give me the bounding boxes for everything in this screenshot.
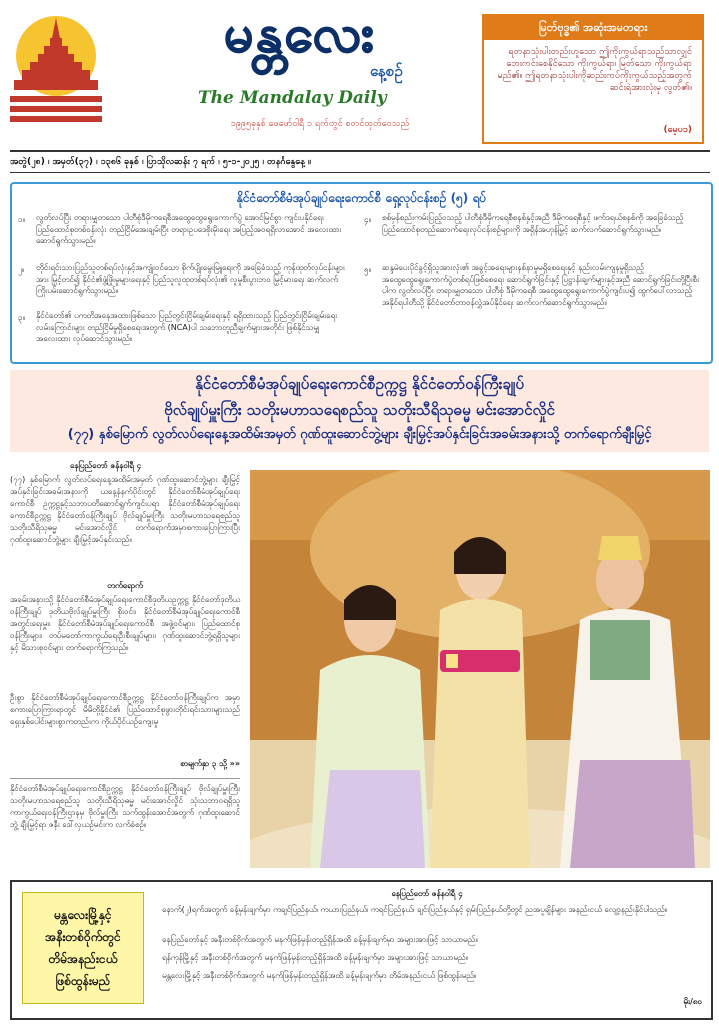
weather-forecast-line: ရန်ကုန်မြို့နှင့် အနီးတစ်ဝိုက်အတွက် မနက်ဖြန်မှန်းတည့်ရှိန်အထိ ခန့်မှန်းချက်မှာ အများအားဖြင့် သာယာမည်။ [162,953,469,962]
weather-signoff: မိုး/၈၀ [683,997,702,1006]
weather-summary [22,892,144,1004]
weather-dateline: နေပြည်တော် ဇန်နဝါရီ ၄ [391,889,463,898]
editorial-heading: မြတ်ဗုဒ္ဓ၏ အဆုံးအမတရား [484,16,702,40]
roadmap-title: နိုင်ငံတော်စီမံအုပ်ချုပ်ရေးကောင်စီ ရှေ့လုပ်ငန်းစဉ် (၅) ရပ် [236,191,487,205]
weather-forecast-box [10,880,713,1020]
roadmap-item: နိုင်ငံတော်၏ ပကတိအနေအထားဖြစ်သော ပြည်တွင်းငြိမ်းချမ်းရေးနှင့် ရရှိထားသည့် ပြည်တွင်းငြိမ်းချမ်းရေးလမ်းကြောင်းများ တည်ငြိမ်မှုရှိစေရေးအတွက် (NCA)ပါ သဘောတူညီချက်များအတိုင်း ဖြစ်နိုင်သမျှ အလေးထား လုပ်ဆောင်သွားမည်။ [36,311,338,344]
weather-summary-line: ဖြစ်ထွန်းမည် [55,974,111,988]
headline-line: (၇၇) နှစ်မြောက် လွတ်လပ်ရေးနေ့အထိမ်းအမှတ် ဂုဏ်ထူးဆောင်ဘွဲ့များ ချီးမြှင့်အပ်နှင်းခြင်းအခမ်းအနားသို့ တက်ရောက်ချီးမြှင့် [67,427,652,442]
issue-dateline: အတွဲ(၂၈) ၊ အမှတ်(၃၇) ၊ ၁၃၈၆ ခုနှစ် ၊ ပြာသိုလဆန်း ၇ ရက် ၊ ၅-၁-၂၀၂၅ ၊ တနင်္ဂနွေနေ့ ။ [10,150,710,173]
roadmap-item: ဆန္ဒမဲပေးပိုင်ခွင့်ရှိသူအားလုံး၏ အခွင့်အရေးများနစ်နာမှုမရှိစေရေးနှင့် နည်းလမ်းကျနမှုရှိသည့် အထွေထွေရွေးကောက်ပွဲတစ်ရပ်ဖြစ်စေရေး ဆောင်ရွက်ခြင်းနှင့် ပြဋ္ဌာန်းချက်များနှင့်အညီ ဆောင်ရွက်ခြင်းတို့ပြီးစီးပါက လွတ်လပ်ပြီး တရားမျှတသော ပါတီစုံ ဒီမိုကရေစီ အထွေထွေရွေးကောက်ပွဲကျင်းပ၍ ထွက်ပေါ်လာသည့်အနိုင်ရပါတီသို့ နိုင်ငံတော်တာဝန်လွှဲအပ်နိုင်ရေး ဆက်လက်ဆောင်ရွက်သွားမည်။ [382,263,700,307]
weather-summary-line: မန္တလေးမြို့နှင့် [54,908,112,922]
five-point-roadmap-box [10,182,713,364]
main-headline [10,370,709,452]
article-paragraph: အခမ်းအနားသို့ နိုင်ငံတော်စီမံအုပ်ချုပ်ရေးကောင်စီဒုတိယဥက္ကဋ္ဌ နိုင်ငံတော်ဒုတိယဝန်ကြီးချုပ် ဒုတိယဗိုလ်ချုပ်မှူးကြီး စိုးဝင်း၊ နိုင်ငံတော်စီမံအုပ်ချုပ်ရေးကောင်စီ အတွင်းရေးမှူး၊ နိုင်ငံတော်စီမံအုပ်ချုပ်ရေးကောင်စီ အဖွဲ့ဝင်များ၊ ပြည်ထောင်စုဝန်ကြီးများ၊ တပ်မတော်ကာကွယ်ရေးဦးစီးချုပ်များ၊ ဂုဏ်ထူးဆောင်ဘွဲ့ရရှိသူများနှင့် မိသားစုဝင်များ တက်ရောက်ကြသည်။ [10,595,240,652]
roadmap-item: စစ်မှန်စည်းကမ်းပြည့်ဝသည့် ပါတီစုံဒီမိုကရေစီစနစ်နှင့်အညီ ဒီမိုကရေစီနှင့် ဖက်ဒရယ်စနစ်ကို အခြေခံသည့် ပြည်ထောင်စုတည်ဆောက်ရေးလုပ်ငန်းစဉ်များကို အရှိန်အဟုန်မြှင့် ဆက်လက်ဆောင်ရွက်သွားမည်။ [382,213,684,234]
article-column [10,460,240,872]
editorial-body: ရတနာသုံးပါးတည်းဟူသော ဤကိုးကွယ်ရာသည်သာလျှင် ဘေးကင်းစေနိုင်သော ကိုးကွယ်ရာ၊ မြတ်သော ကိုးကွယ်ရာမည်၏။ ဤရတနာသုံးပါးကိုဆည်းကပ်ကိုးကွယ်သည့်အတွက် ဆင်းရဲအားလုံးမှ လွတ်၏။ [497,47,692,94]
article-dateline: နေပြည်တော် ဇန်နဝါရီ ၄ [70,461,142,470]
weather-forecast-line: မန္တလေးမြို့နှင့် အနီးတစ်ဝိုက်အတွက် မနက်ဖြန်မှန်းတည့်ရှိန်အထိ ခန့်မှန်းချက်မှာ တိမ်အနည်းငယ် ဖြစ်ထွန်းမည်။ [162,971,477,980]
headline-line: နိုင်ငံတော်စီမံအုပ်ချုပ်ရေးကောင်စီဥက္ကဋ္ဌ နိုင်ငံတော်ဝန်ကြီးချုပ် [195,375,524,393]
roadmap-item-number: ၂။ [18,265,25,274]
article-subhead: တက်ရောက် [107,581,143,590]
photo-caption: နိုင်ငံတော်စီမံအုပ်ချုပ်ရေးကောင်စီဥက္ကဋ္ဌ နိုင်ငံတော်ဝန်ကြီးချုပ် ဗိုလ်ချုပ်မှူးကြီး သတိုးမဟာသရေစည်သူ သတိုးသီရိသုဓမ္မ မင်းအောင်လှိုင် သုံးသဘာဝရရှိသူ ကာကွယ်ရေးဝန်ကြီးဌာနမှ ဗိုလ်မှူးကြီး သက်ထွန်းအောင်အတွက် ဂုဏ်ထူးဆောင်ဘွဲ့ ချီးမြှင့်ရာ ဇနီး ဒေါ်လှယဉ်မင်းက လက်ခံစဉ်။ [10,778,240,831]
continued-link[interactable]: စာမျက်နှာ ၃ သို့ »» [180,759,240,768]
newspaper-subtitle: နေ့စဉ် [370,62,403,80]
weather-forecast-line: နေပြည်တော်နှင့် အနီးတစ်ဝိုက်အတွက် မနက်ဖြန်မှန်းတည့်ရှိန်အထိ ခန့်မှန်းချက်မှာ အများအားဖြင့် သာယာမည်။ [162,935,478,944]
newspaper-title: မန္တလေး [223,4,377,64]
founded-line: ၁၉၉၅ခုနှစ် ဖေဖော်ဝါရီ ၁ ရက်တွင် စတင်ထုတ်ဝေသည် [230,119,410,129]
roadmap-item-number: ၁။ [18,215,25,224]
editorial-page-ref: (မေ့ပ၁) [663,124,692,135]
editorial-box [482,14,704,144]
roadmap-item-number: ၃။ [18,313,25,322]
article-paragraph: (၇၇) နှစ်မြောက် လွတ်လပ်ရေးနေ့အထိမ်းအမှတ် ဂုဏ်ထူးဆောင်ဘွဲ့များ ချီးမြှင့်အပ်နှင်းခြင်းအခမ်းအနားကို ယနေ့နံနက်ပိုင်းတွင် နိုင်ငံတော်စီမံအုပ်ချုပ်ရေးကောင်စီ ဥက္ကဋ္ဌနှင့်သဘာပတိဆောင်ရွက်ကျင်းပရာ နိုင်ငံတော်စီမံအုပ်ချုပ်ရေးကောင်စီဥက္ကဋ္ဌ နိုင်ငံတော်ဝန်ကြီးချုပ် ဗိုလ်ချုပ်မှူးကြီး သတိုးမဟာသရေစည်သူ သတိုးသီရိသုဓမ္မ မင်းအောင်လှိုင် တက်ရောက်အမှာစကားပြောကြားပြီး ဂုဏ်ထူးဆောင်ဘွဲ့များ ချီးမြှင့်အပ်နှင်းသည်။ [10,475,240,544]
headline-line: ဗိုလ်ချုပ်မှူးကြီး သတိုးမဟာသရေစည်သူ သတိုးသီရိသုဓမ္မ မင်းအောင်လှိုင် [164,401,555,419]
roadmap-item-number: ၄။ [364,215,371,224]
masthead [0,0,719,150]
weather-summary-line: အနီးတစ်ဝိုက်တွင် [45,930,121,944]
article-paragraph: ဦးစွာ နိုင်ငံတော်စီမံအုပ်ချုပ်ရေးကောင်စီဥက္ကဋ္ဌ နိုင်ငံတော်ဝန်ကြီးချုပ်က အမှာစကားပြောကြားရာတွင် မိမိတို့နိုင်ငံ၏ ပြည်ထောင်စုဖွားတိုင်းရင်းသားများသည် ရှေးနှစ်ပေါင်းများစွာကတည်းက ကိုယ်ပိုင်ယဉ်ကျေးမှု [10,693,240,726]
english-title: The Mandalay Daily [198,88,387,108]
roadmap-item-number: ၅။ [364,265,371,274]
ceremony-photo [250,470,710,868]
roadmap-item: လွတ်လပ်ပြီး တရားမျှတသော ပါတီစုံဒီမိုကရေစီအထွေထွေရွေးကောက်ပွဲ အောင်မြင်စွာ ကျင်းပနိုင်ရေး ပြည်ထောင်စုတစ်ဝန်းလုံး တည်ငြိမ်အေးချမ်းပြီး တရားဥပဒေစိုးမိုးရေး အပြည့်အဝရရှိလာအောင် အလေးထားဆောင်ရွက်သွားမည်။ [36,213,342,246]
weather-summary-line: တိမ်အနည်းငယ် [48,952,118,966]
roadmap-item: တိုင်းရင်းသားပြည်သူတစ်ရပ်လုံးနှင့်အကျုံးဝင်သော စိုက်ပျိုးမွေးမြူရေးကို အခြေခံသည့် ကုန်ထုတ်လုပ်ငန်းများအား မြှင့်တင်၍ နိုင်ငံ၏ဖွံ့ဖြိုးမှုများရေးနှင့် ပြည်သူလူထုတစ်ရပ်လုံး၏ လူမှုစီးပွားဘဝ မြှင့်မားရေး ဆက်လက်ကြိုးပမ်းဆောင်ရွက်သွားမည်။ [36,263,345,296]
weather-forecast-line: နောက်(၂)ရက်အတွက် ခန့်မှန်းချက်မှာ ကချင်ပြည်နယ်၊ ကယားပြည်နယ်၊ ကရင်ပြည်နယ်၊ ချင်းပြည်နယ်နှင့် ရှမ်းပြည်နယ်တို့တွင် ညအပူချိန်များ အနည်းငယ် လျော့နည်းနိုင်ပါသည်။ [162,905,668,914]
pagoda-sun-emblem-icon [8,12,104,124]
